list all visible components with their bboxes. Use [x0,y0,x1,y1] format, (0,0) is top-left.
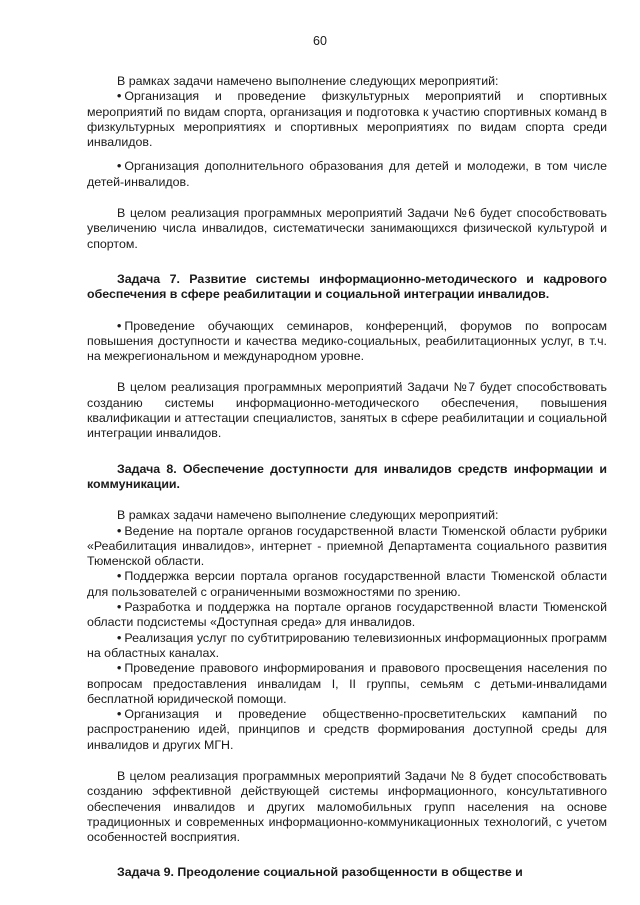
bullet-icon: • [117,89,122,104]
bullet-icon: • [117,661,122,676]
bullet-portal-rubric [87,524,607,570]
bullet-text: Проведение правового информирования и правового просвещения населения по вопросам предоставления инвалидам I, II группы, семьям с детьми-инвалидами бесплатной юридической помощи. [87,661,607,706]
bullet-text: Поддержка версии портала органов государственной власти Тюменской области для пользователей с ограниченными возможностями по зрению. [87,569,607,599]
heading-task7: Задача 7. Развитие системы информационно-методического и кадрового обеспечения в сфере реабилитации и социальной интеграции инвалидов. [87,271,607,302]
paragraph-intro-task6: В рамках задачи намечено выполнение следующих мероприятий: [117,74,499,88]
bullet-public-campaigns [87,707,607,753]
bullet-sports-events [87,89,607,150]
bullet-text: Ведение на портале органов государственной власти Тюменской области рубрики «Реабилитация инвалидов», интернет - приемной Департамента социального развития Тюменской области. [87,523,607,569]
bullet-icon: • [117,569,122,584]
paragraph-summary-task7: В целом реализация программных мероприятий Задачи №7 будет способствовать созданию системы информационно-методического обеспечения, повышения квалификации и аттестации специалистов, занятых в сфере реабилитации и социальной интеграции инвалидов. [87,380,607,441]
paragraph-intro-task8: В рамках задачи намечено выполнение следующих мероприятий: [117,508,499,523]
paragraph-summary-task8: В целом реализация программных мероприятий Задачи № 8 будет способствовать созданию эффективной действующей системы информационного, консультативного обеспечения инвалидов и других маломобильных групп населения на основе традиционных и современных информационно-коммуникационных технологий, с учетом особенностей восприятия. [87,768,607,845]
heading-task9: Задача 9. Преодоление социальной разобщенности в обществе и [117,865,523,880]
heading-task8: Задача 8. Обеспечение доступности для инвалидов средств информации и коммуникации. [87,461,607,491]
bullet-subtitling [87,631,607,662]
bullet-text: Разработка и поддержка на портале органов государственной власти Тюменской области подсистемы «Доступная среда» для инвалидов. [87,600,607,630]
bullet-accessible-environment [87,600,607,631]
page-number: 60 [313,34,327,48]
bullet-legal-information [87,661,607,707]
bullet-text: Проведение обучающих семинаров, конференций, форумов по вопросам повышения доступности и качества медико-социальных, реабилитационных услуг, в т.ч. на межрегиональном и международном уровне. [87,318,607,364]
page-content [87,74,607,881]
bullet-text: Организация дополнительного образования для детей и молодежи, в том числе детей-инвалидов. [87,159,607,189]
bullet-icon: • [117,159,122,174]
bullet-icon: • [117,523,122,538]
bullet-seminars [87,319,607,365]
bullet-additional-education [87,159,607,190]
bullet-text: Реализация услуг по субтитрированию телевизионных информационных программ на областных каналах. [87,630,607,660]
bullet-icon: • [117,630,122,645]
bullet-portal-version [87,569,607,600]
paragraph-summary-task6: В целом реализация программных мероприятий Задачи №6 будет способствовать увеличению числа инвалидов, систематически занимающихся физической культурой и спортом. [87,206,607,251]
bullet-icon: • [117,318,122,333]
bullet-icon: • [117,600,122,615]
bullet-text: Организация и проведение общественно-просветительских кампаний по распространению идей, принципов и средств формирования доступной среды для инвалидов и других МГН. [87,707,607,752]
bullet-text: Организация и проведение физкультурных мероприятий и спортивных мероприятий по видам спорта, организация и подготовка к участию спортивных команд в физкультурных мероприятиях и спортивных мероприятиях по видам спорта среди инвалидов. [87,89,607,150]
bullet-icon: • [117,707,122,722]
